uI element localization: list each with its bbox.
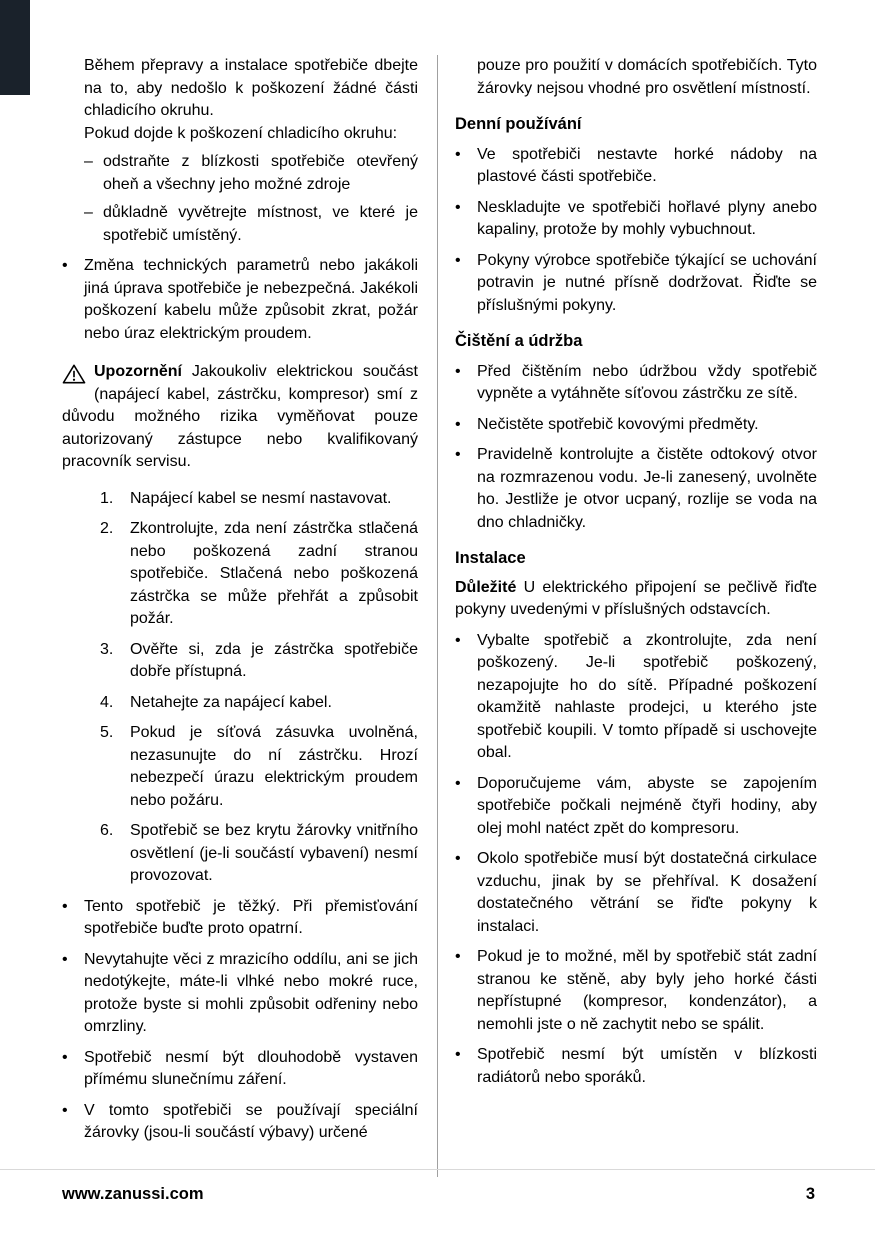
list-marker: • — [455, 251, 461, 269]
paragraph: Pokud dojde k poškození chladicího okruhu: — [84, 124, 398, 142]
dash-list-item — [84, 151, 418, 196]
numbered-list-item — [100, 518, 418, 631]
bullet-list-item — [455, 361, 817, 406]
list-marker: • — [62, 897, 68, 915]
list-item-text: Před čištěním nebo údržbou vždy spotřebič vypněte a vytáhněte síťovou zástrčku ze sítě. — [477, 362, 817, 402]
list-marker: 4. — [100, 693, 114, 711]
list-marker: • — [455, 850, 461, 867]
column-divider — [437, 55, 438, 1177]
list-marker: • — [455, 446, 461, 463]
list-marker: • — [62, 1048, 68, 1066]
footer-rule — [0, 1169, 875, 1170]
bullet-list-item — [455, 773, 817, 841]
list-item-text: Nečistěte spotřebič kovovými předměty. — [477, 415, 759, 433]
dash-list-item — [84, 202, 418, 247]
warning-body: Jakoukoliv elektrickou součást (napájecí kabel, zástrčku, kompresor) smí z důvodu možného rizika vyměňovat pouze autorizovaný zástupce nebo kvalifikovaný pracovník servisu. — [62, 363, 418, 470]
list-item-text: odstraňte z blízkosti spotřebiče otevřený oheň a všechny jeho možné zdroje — [103, 153, 418, 193]
bullet-list-item — [455, 144, 817, 189]
list-marker: • — [455, 631, 461, 649]
bold-label: Důležité — [455, 578, 517, 596]
list-marker: 3. — [100, 640, 114, 658]
list-marker: • — [455, 1046, 461, 1063]
list-item-text: Změna technických parametrů nebo jakákoli jiná úprava spotřebiče je nebezpečná. Jakékoli poškození kabelu může způsobit zkrat, požár nebo úraz elektrickým proudem. — [84, 257, 418, 342]
list-marker: • — [62, 950, 68, 968]
numbered-list-item — [100, 639, 418, 684]
numbered-list-item — [100, 722, 418, 812]
list-marker: – — [84, 204, 93, 221]
list-item-text: Netahejte za napájecí kabel. — [130, 693, 332, 711]
list-item-text: Spotřebič se bez krytu žárovky vnitřního osvětlení (je-li součástí vybavení) nesmí provozovat. — [130, 822, 418, 884]
list-item-text: Ve spotřebiči nestavte horké nádoby na plastové části spotřebiče. — [477, 145, 817, 185]
warning-note — [62, 361, 418, 474]
list-item-text: Napájecí kabel se nesmí nastavovat. — [130, 489, 392, 507]
bullet-list-item — [62, 255, 418, 345]
warning-label: Upozornění — [94, 363, 182, 380]
list-marker: • — [455, 415, 461, 433]
bullet-list-item — [455, 250, 817, 318]
section-heading: Čištění a údržba — [455, 332, 583, 350]
bullet-list-item — [62, 1100, 418, 1145]
page-number: 3 — [805, 1185, 815, 1203]
bullet-list-item — [455, 848, 817, 938]
list-marker: 1. — [100, 489, 114, 507]
right-column — [455, 55, 817, 1177]
list-item-text: Pokyny výrobce spotřebiče týkající se uchování potravin je nutné přísně dodržovat. Řiďte se příslušnými pokyny. — [477, 251, 817, 314]
list-item-text: V tomto spotřebiči se používají speciální žárovky (jsou-li součástí výbavy) určené — [84, 1101, 418, 1141]
list-item-text: Zkontrolujte, zda není zástrčka stlačená nebo poškozená zadní stranou spotřebiče. Stlačená nebo poškozená zástrčka se může přehřát a způsobit požár. — [130, 520, 418, 627]
list-marker: • — [62, 257, 68, 274]
numbered-list-item — [100, 692, 418, 715]
list-item-text: Spotřebič nesmí být umístěn v blízkosti radiátorů nebo sporáků. — [477, 1046, 817, 1086]
list-item-text: Tento spotřebič je těžký. Při přemisťování spotřebiče buďte proto opatrní. — [84, 897, 418, 937]
list-marker: • — [455, 145, 461, 163]
bullet-list-item — [455, 946, 817, 1036]
list-item-text: Nevytahujte věci z mrazicího oddílu, ani se jich nedotýkejte, máte-li vlhké nebo mokré ruce, protože byste si mohli způsobit odřeniny nebo omrzliny. — [84, 950, 418, 1035]
bullet-list-item — [455, 197, 817, 242]
footer-url: www.zanussi.com — [62, 1185, 204, 1203]
page-corner-mark — [0, 0, 30, 95]
bullet-list-item — [62, 896, 418, 941]
left-column — [62, 55, 418, 1177]
list-item-text: Ověřte si, zda je zástrčka spotřebiče dobře přístupná. — [130, 640, 418, 680]
lead-paragraph — [455, 577, 817, 622]
list-marker: • — [455, 198, 461, 216]
list-marker: 2. — [100, 520, 114, 537]
list-item-text: důkladně vyvětrejte místnost, ve které je spotřebič umístěný. — [103, 204, 418, 244]
list-marker: • — [62, 1101, 68, 1119]
paragraph: pouze pro použití v domácích spotřebičích. Tyto žárovky nejsou vhodné pro osvětlení místností. — [477, 57, 817, 97]
paragraph-text: U elektrického připojení se pečlivě řiďte pokyny uvedenými v příslušných odstavcích. — [455, 578, 817, 618]
list-item-text: Pokud je to možné, měl by spotřebič stát zadní stranou ke stěně, aby byly jeho horké části nepřístupné (kompresor, kondenzátor), a nemohli jste o ně zachytit nebo se spálit. — [477, 948, 817, 1033]
numbered-list-item — [100, 820, 418, 888]
warning-text — [62, 361, 418, 474]
bullet-list-item — [455, 414, 817, 437]
list-item-text: Neskladujte ve spotřebiči hořlavé plyny anebo kapaliny, protože by mohly vybuchnout. — [477, 198, 817, 238]
list-item-text: Pokud je síťová zásuvka uvolněná, nezasunujte do ní zástrčku. Hrozí nebezpečí úrazu elektrickým proudem nebo požáru. — [130, 724, 418, 809]
page-footer — [62, 1185, 815, 1204]
list-marker: – — [84, 153, 93, 170]
numbered-list-item — [100, 488, 418, 511]
paragraph: Během přepravy a instalace spotřebiče dbejte na to, aby nedošlo k poškození žádné části chladicího okruhu. — [84, 57, 418, 119]
section-heading: Denní používání — [455, 115, 582, 133]
list-marker: • — [455, 774, 461, 792]
section-heading: Instalace — [455, 549, 526, 567]
bullet-list-item — [62, 1047, 418, 1092]
list-marker: • — [455, 948, 461, 965]
list-item-text: Spotřebič nesmí být dlouhodobě vystaven přímému slunečnímu záření. — [84, 1048, 418, 1088]
bullet-list-item — [455, 1044, 817, 1089]
list-item-text: Vybalte spotřebič a zkontrolujte, zda není poškozený. Je-li spotřebič poškozený, nezapojujte ho do sítě. Případné poškození okamžitě nahlaste prodejci, u kterého jste spotřebič koupili. V tomto případě si uschovejte obal. — [477, 631, 817, 761]
bullet-list-item — [455, 444, 817, 534]
warning-triangle-icon — [62, 361, 94, 403]
bullet-list-item — [62, 949, 418, 1039]
list-item-text: Pravidelně kontrolujte a čistěte odtokový otvor na rozmrazenou vodu. Je-li zanesený, uvolněte ho. Jestliže je otvor ucpaný, rozlije se voda na dno chladničky. — [477, 446, 817, 531]
bullet-list-item — [455, 630, 817, 765]
list-marker: 6. — [100, 822, 114, 839]
list-marker: • — [455, 362, 461, 380]
list-marker: 5. — [100, 724, 114, 741]
list-item-text: Okolo spotřebiče musí být dostatečná cirkulace vzduchu, jinak by se přehříval. K dosažení dostatečného větrání se řiďte pokyny k instalaci. — [477, 850, 817, 935]
list-item-text: Doporučujeme vám, abyste se zapojením spotřebiče počkali nejméně čtyři hodiny, aby olej mohl natéct zpět do kompresoru. — [477, 774, 817, 837]
